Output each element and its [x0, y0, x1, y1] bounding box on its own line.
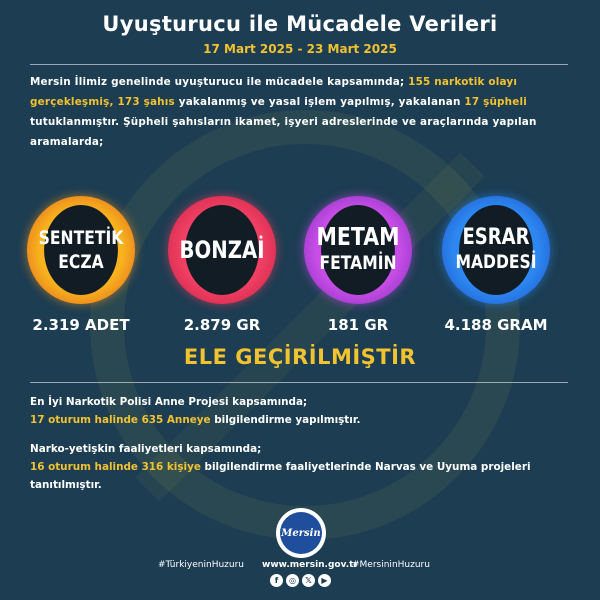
anne-project-text: [30, 393, 575, 429]
seizure-label-line1: BONZAİ: [179, 236, 265, 264]
adult-activities-highlight: 16 oturum halinde 316 kişiye: [30, 461, 201, 473]
mersin-police-logo: [276, 508, 326, 558]
anne-project-rest: bilgilendirme yapılmıştır.: [210, 414, 361, 426]
intro-part1: Mersin İlimiz genelinde uyuşturucu ile mücadele kapsamında;: [30, 76, 409, 88]
adult-activities-text: [30, 440, 575, 494]
x-icon[interactable]: 𝕏: [302, 574, 315, 587]
seized-heading: ELE GEÇİRİLMİŞTİR: [183, 345, 417, 369]
youtube-icon[interactable]: ▶: [318, 574, 331, 587]
divider-middle: [30, 382, 568, 383]
intro-text: [30, 72, 570, 152]
seizure-label-line2: ECZA: [58, 251, 104, 273]
divider-top: [30, 64, 568, 65]
anne-project-highlight: 17 oturum halinde 635 Anneye: [30, 414, 211, 426]
seizure-label-line1: SENTETİK: [38, 227, 124, 249]
seizure-circle-bonzai: [168, 196, 276, 304]
instagram-icon[interactable]: ◎: [286, 574, 299, 587]
seizure-amount-bonzai: 2.879 GR: [183, 316, 261, 334]
seizure-label-line1: ESRAR: [462, 225, 530, 250]
seizure-label-line2: MADDESİ: [455, 251, 537, 273]
adult-activities-rest: bilgilendirme faaliyetlerinde Narvas ve Uyuma projeleri tanıtılmıştır.: [30, 461, 531, 491]
seizure-circle-cannabis: [442, 196, 550, 304]
adult-activities-intro: Narko-yetişkin faaliyetleri kapsamında;: [30, 443, 262, 455]
intro-highlight-incidents: 155 narkotik olayı gerçekleşmiş, 173 şahıs: [30, 76, 518, 108]
anne-project-intro: En İyi Narkotik Polisi Anne Projesi kapsamında;: [30, 396, 308, 408]
seizure-amount-cannabis: 4.188 GRAM: [444, 316, 548, 334]
seizure-amount-methamphetamine: 181 GR: [327, 316, 389, 334]
seizure-label-line1: METAM: [316, 222, 400, 251]
seizure-label-line2: FETAMİN: [319, 252, 397, 274]
intro-part3: tutuklanmıştır. Şüpheli şahısların ikamet, işyeri adreslerinde ve araçlarında yapılan aramalarda;: [30, 116, 537, 148]
intro-part2: yakalanmış ve yasal işlem yapılmış, yakalanan: [174, 96, 465, 108]
seizure-circle-synthetic: [27, 196, 135, 304]
page-title: Uyuşturucu ile Mücadele Verileri: [102, 12, 498, 36]
website-link[interactable]: www.mersin.gov.tr: [262, 560, 358, 570]
seizure-circle-methamphetamine: [304, 196, 412, 304]
hashtag-left: #TürkiyeninHuzuru: [158, 560, 244, 570]
date-range: 17 Mart 2025 - 23 Mart 2025: [203, 42, 397, 56]
hashtag-right: #MersininHuzuru: [352, 560, 430, 570]
intro-highlight-suspects: 17 şüpheli: [464, 96, 528, 108]
logo-text: Mersin: [280, 512, 322, 554]
facebook-icon[interactable]: f: [270, 574, 283, 587]
seizure-amount-synthetic: 2.319 ADET: [32, 316, 130, 334]
